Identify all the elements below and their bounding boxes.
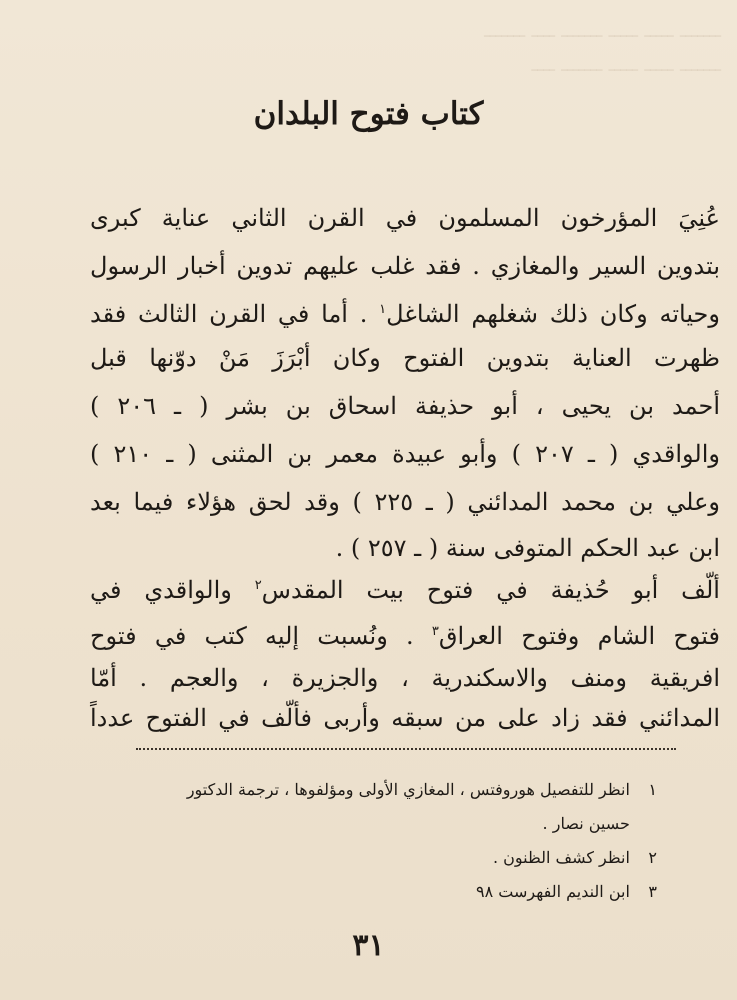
body-line-text: فتوح الشام وفتوح العراق [438,622,721,650]
page-title: كتاب فتوح البلدان [253,96,484,132]
body-line: افريقية ومنف والاسكندرية ، والجزيرة ، والعجم . أمّا [90,664,720,692]
body-line: ابن عبد الحكم المتوفى سنة ( ـ ٢٥٧ ) . [335,534,720,562]
footnote-number: ٣ [648,882,657,901]
body-line: المدائني فقد زاد على من سبقه وأربى فألّف في الفتوح عدداً [90,704,720,732]
body-line-text: والواقدي في [90,576,232,604]
body-line: ظهرت العناية بتدوين الفتوح وكان أبْرَزَ مَنْ دوّنها قبل [90,344,720,372]
body-line-text: وحياته وكان ذلك شغلهم الشاغل [386,300,720,328]
body-line: عُنِيَ المؤرخون المسلمون في القرن الثاني عناية كبرى [90,204,720,232]
footnote-ref: ٣ [431,624,439,639]
page-number: ٣١ [352,928,385,963]
body-line [90,624,720,648]
footnote-text: ابن النديم الفهرست ٩٨ [476,882,630,901]
footnote-text: انظر للتفصيل هوروفتس ، المغازي الأولى ومؤلفوها ، ترجمة الدكتور [186,780,630,799]
bleed-through-text: ـــــــ ـــــ ـــــ ـــــــ ــــ ـــــــ [484,18,721,42]
bleed-through-text: ـــــــ ـــــ ـــــ ـــــــ ــــ [531,52,721,76]
body-line [90,578,720,602]
body-line-text: ألّف أبو حُذيفة في فتوح بيت المقدس [261,576,720,604]
footnote [97,814,657,833]
body-line: بتدوين السير والمغازي . فقد غلب عليهم تدوين أخبار الرسول [90,252,720,280]
footnote-ref: ٢ [254,578,262,593]
footnote-divider [136,748,676,750]
body-line: والواقدي ( ـ ٢٠٧ ) وأبو عبيدة معمر بن المثنى ( ـ ٢١٠ ) [90,440,720,468]
footnote [97,882,657,901]
body-line: وعلي بن محمد المدائني ( ـ ٢٢٥ ) وقد لحق هؤلاء فيما بعد [90,488,721,516]
body-line-text: . أما في القرن الثالث فقد [90,300,368,328]
footnote-text: حسين نصار . [542,814,630,833]
body-line: أحمد بن يحيى ، أبو حذيفة اسحاق بن بشر ( ـ ٢٠٦ ) [90,392,720,420]
footnote-text: انظر كشف الظنون . [492,848,630,867]
footnote-number: ٢ [648,848,657,867]
footnote-ref: ١ [379,302,387,317]
footnote [97,780,657,799]
body-line [90,302,720,326]
body-line-text: . ونُسبت إليه كتب في فتوح [90,622,414,650]
footnote-number: ١ [648,780,657,799]
footnote [97,848,657,867]
